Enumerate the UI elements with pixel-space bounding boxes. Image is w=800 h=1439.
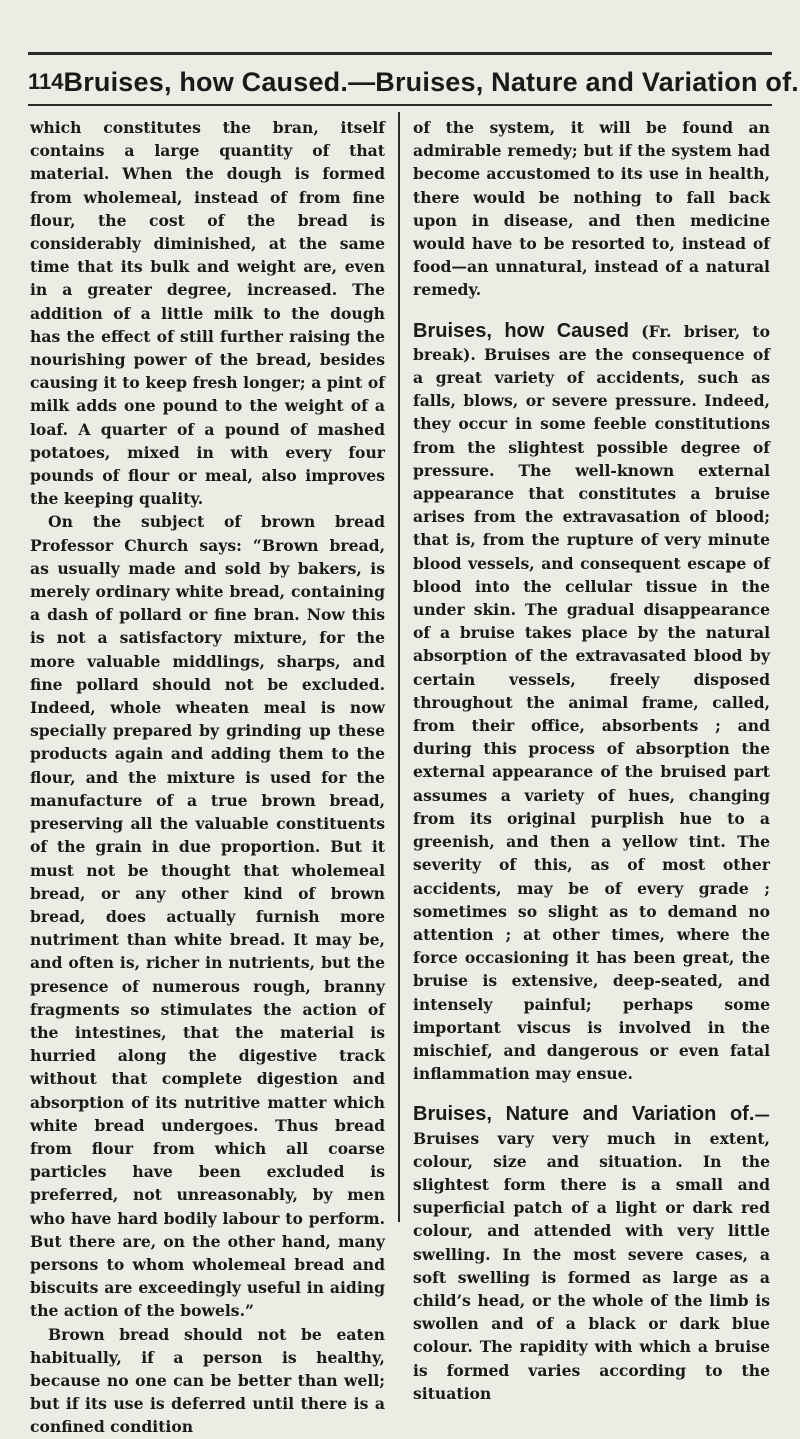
running-title: Bruises, how Caused.—Bruises, Nature and Variation of. bbox=[63, 66, 799, 97]
page-header bbox=[28, 58, 799, 106]
section-heading: Bruises, how Caused bbox=[413, 319, 629, 342]
top-rule bbox=[28, 52, 772, 55]
column-divider bbox=[398, 112, 400, 1222]
section-body: (Fr. briser, to break). Bruises are the consequence of a great variety of accidents, such as falls, blows, or severe pressure. Indeed, they occur in some feeble constitutions from the slightest possible degree of pressure. The well-known external appearance that constitutes a bruise arises from the extravasation of blood; that is, from the rupture of very minute blood vessels, and consequent escape of blood into the cellular tissue in the under skin. The gradual disappearance of a bruise takes place by the natural absorption of the extravasated blood by certain vessels, freely disposed throughout the animal frame, called, from their office, absorbents ; and during this process of absorption the external appearance of the bruised part assumes a variety of hues, changing from its original purplish hue to a greenish, and then a yellow tint. The severity of this, as of most other accidents, may be of every grade ; sometimes so slight as to demand no attention ; at other times, where the force occasioning it has been great, the bruise is extensive, deep-seated, and intensely painful; perhaps some important viscus is involved in the mischief, and dangerous or even fatal inflammation may ensue. bbox=[413, 321, 770, 1084]
section-bruises-how-caused bbox=[413, 320, 770, 1086]
paragraph: On the subject of brown bread Professor Church says: “Brown bread, as usually made and sold by bakers, is merely ordinary white bread, containing a dash of pollard or fine bran. Now this is not a satisfactory mixture, for the more valuable middlings, sharps, and fine pollard should not be excluded. Indeed, whole wheaten meal is now specially prepared by grinding up these products again and adding them to the flour, and the mixture is used for the manufacture of a true brown bread, preserving all the valuable constituents of the grain in due proportion. But it must not be thought that wholemeal bread, or any other kind of brown bread, does actually furnish more nutriment than white bread. It may be, and often is, richer in nutrients, but the presence of numerous rough, branny fragments so stimulates the action of the intestines, that the material is hurried along the digestive track without that complete digestion and absorption of its nutritive matter which white bread undergoes. Thus bread from flour from which all coarse particles have been excluded is preferred, not unreasonably, by men who have hard bodily labour to perform. But there are, on the other hand, many persons to whom wholemeal bread and biscuits are exceedingly useful in aiding the action of the bowels.” bbox=[30, 512, 385, 1321]
section-body: —Bruises vary very much in extent, colour, size and situation. In the slightest form there is a small and superficial patch of a light or dark red colour, and attended with very little swelling. In the most severe cases, a soft swelling is formed as large as a child’s head, or the whole of the limb is swollen and of a black or dark blue colour. The rapidity with which a bruise is formed varies according to the situation bbox=[413, 1105, 770, 1403]
left-column bbox=[30, 116, 385, 1439]
page-number: 114 bbox=[28, 69, 64, 94]
section-heading: Bruises, Nature and Variation of. bbox=[413, 1103, 755, 1126]
paragraph: which constitutes the bran, itself contains a large quantity of that material. When the dough is formed from wholemeal, instead of from fine flour, the cost of the bread is considerably diminished, at the same time that its bulk and weight are, even in a greater degree, increased. The addition of a little milk to the dough has the effect of still further raising the nourishing power of the bread, besides causing it to keep fresh longer; a pint of milk adds one pound to the weight of a loaf. A quarter of a pound of mashed potatoes, mixed in with every four pounds of flour or meal, also improves the keeping quality. bbox=[30, 118, 385, 509]
paragraph: Brown bread should not be eaten habitually, if a person is healthy, because no one can be better than well; but if its use is deferred until there is a confined condition bbox=[30, 1324, 385, 1437]
right-column bbox=[413, 116, 770, 1405]
header-rule bbox=[28, 104, 772, 106]
paragraph: of the system, it will be found an admirable remedy; but if the system had become accustomed to its use in health, there would be nothing to fall back upon in disease, and then medicine would have to be resorted to, instead of food—an unnatural, instead of a natural remedy. bbox=[413, 118, 770, 300]
section-bruises-nature bbox=[413, 1103, 770, 1405]
